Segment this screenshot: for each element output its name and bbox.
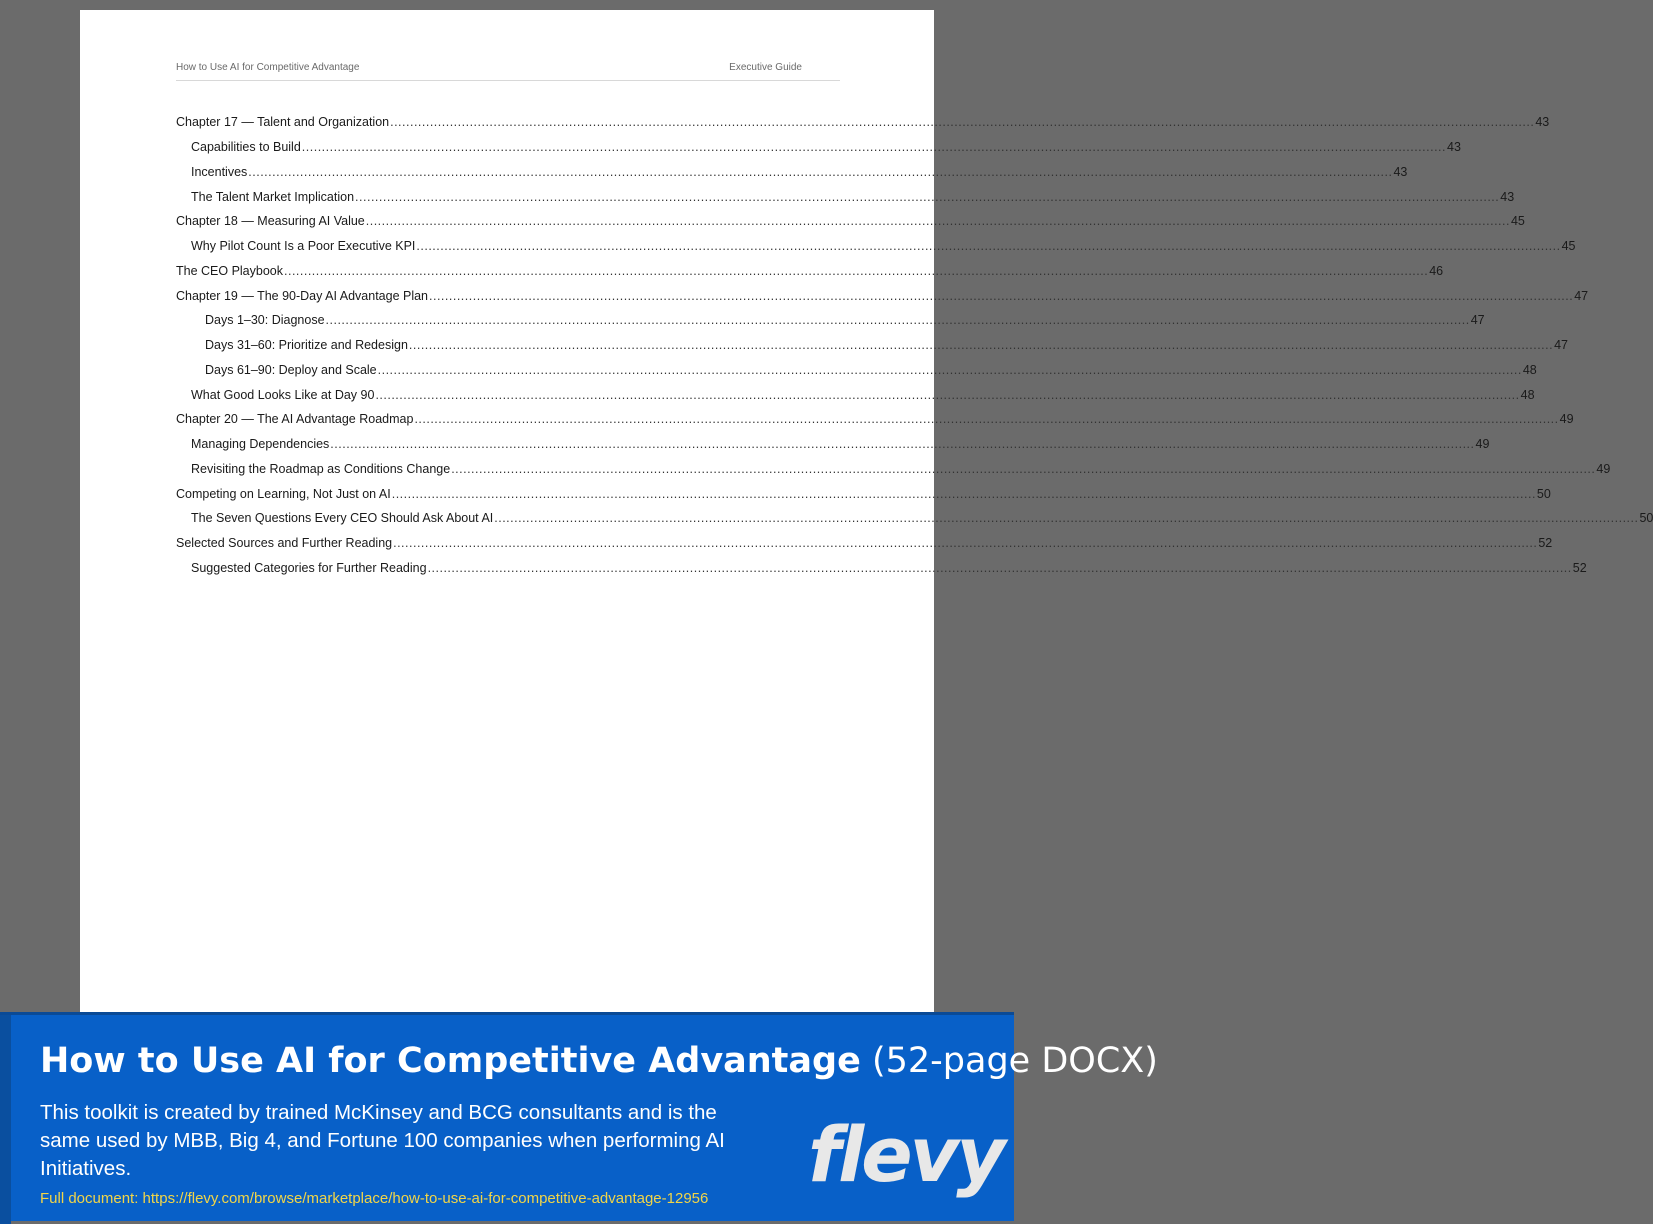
- header-document-title: How to Use AI for Competitive Advantage: [176, 62, 360, 73]
- toc-page-number: 49: [1559, 412, 1574, 427]
- toc-dot-leader: [429, 289, 1573, 303]
- toc-page-number: 46: [1429, 263, 1444, 278]
- toc-dot-leader: [378, 363, 1522, 377]
- banner-description: This toolkit is created by trained McKinsey and BCG consultants and is the same used by MBB, Big 4, and Fortune 100 companies when performing AI Initiatives.: [40, 1101, 725, 1180]
- toc-page-number: 43: [1535, 115, 1550, 130]
- toc-dot-leader: [326, 313, 1470, 327]
- toc-entry[interactable]: [176, 481, 1551, 506]
- toc-entry-title: Suggested Categories for Further Reading: [191, 560, 427, 575]
- toc-entry[interactable]: [176, 432, 1490, 457]
- toc-dot-leader: [366, 214, 1510, 228]
- toc-dot-leader: [494, 511, 1638, 525]
- toc-page-number: 48: [1522, 362, 1537, 377]
- toc-entry[interactable]: [176, 382, 1535, 407]
- toc-entry-title: Days 31–60: Prioritize and Redesign: [205, 338, 408, 353]
- full-document-link[interactable]: Full document: https://flevy.com/browse/marketplace/how-to-use-ai-for-competitive-advantage-12956: [40, 1190, 709, 1207]
- toc-dot-leader: [330, 437, 1474, 451]
- toc-entry-title: Chapter 17 — Talent and Organization: [176, 115, 390, 130]
- toc-page-number: 47: [1574, 288, 1589, 303]
- toc-page-number: 45: [1561, 239, 1576, 254]
- header-guide-label: Executive Guide: [729, 62, 802, 73]
- promo-banner: [0, 1012, 1158, 1221]
- toc-dot-leader: [428, 561, 1572, 575]
- toc-dot-leader: [392, 487, 1536, 501]
- toc-page-number: 47: [1554, 338, 1569, 353]
- toc-page-number: 45: [1510, 214, 1525, 229]
- toc-entry[interactable]: [176, 506, 1653, 531]
- toc-entry[interactable]: [176, 407, 1574, 432]
- toc-entry[interactable]: [176, 358, 1537, 383]
- toc-entry[interactable]: [176, 160, 1408, 185]
- toc-entry-title: Chapter 18 — Measuring AI Value: [176, 214, 365, 229]
- toc-entry[interactable]: [176, 135, 1461, 160]
- toc-entry-title: Competing on Learning, Not Just on AI: [176, 486, 391, 501]
- toc-entry[interactable]: [176, 308, 1485, 333]
- toc-entry-title: The Talent Market Implication: [191, 189, 355, 204]
- toc-dot-leader: [393, 536, 1537, 550]
- toc-entry-title: Days 1–30: Diagnose: [205, 313, 325, 328]
- toc-page-number: 50: [1639, 511, 1653, 526]
- toc-page-number: 49: [1475, 437, 1490, 452]
- flevy-logo[interactable]: flevy: [808, 1110, 1003, 1199]
- toc-page-number: 50: [1536, 486, 1551, 501]
- toc-entry-title: Chapter 19 — The 90-Day AI Advantage Plan: [176, 288, 429, 303]
- toc-dot-leader: [248, 165, 1392, 179]
- toc-dot-leader: [284, 264, 1428, 278]
- toc-entry-title: Days 61–90: Deploy and Scale: [205, 362, 377, 377]
- toc-dot-leader: [302, 140, 1446, 154]
- toc-entry[interactable]: [176, 259, 1444, 284]
- banner-title-format: (52-page DOCX): [871, 1041, 1158, 1081]
- toc-dot-leader: [355, 190, 1499, 204]
- banner-title-main: How to Use AI for Competitive Advantage: [40, 1041, 861, 1081]
- toc-dot-leader: [451, 462, 1595, 476]
- toc-entry[interactable]: [176, 283, 1589, 308]
- toc-page-number: 48: [1520, 387, 1535, 402]
- toc-page-number: 52: [1538, 536, 1553, 551]
- banner-title: [40, 1041, 1158, 1081]
- table-of-contents: [176, 110, 1653, 580]
- toc-entry-title: Selected Sources and Further Reading: [176, 536, 393, 551]
- toc-page-number: 43: [1393, 164, 1408, 179]
- document-page: [80, 10, 1653, 1015]
- banner-accent-stripe: [0, 1015, 11, 1224]
- toc-entry-title: The Seven Questions Every CEO Should Ask About AI: [191, 511, 494, 526]
- toc-dot-leader: [375, 388, 1519, 402]
- toc-page-number: 43: [1447, 140, 1461, 155]
- toc-entry[interactable]: [176, 209, 1525, 234]
- running-header: [176, 60, 840, 81]
- toc-dot-leader: [416, 239, 1560, 253]
- toc-entry[interactable]: [176, 333, 1569, 358]
- toc-page-number: 43: [1500, 189, 1515, 204]
- toc-page-number: 47: [1470, 313, 1485, 328]
- toc-entry[interactable]: [176, 556, 1587, 581]
- toc-entry[interactable]: [176, 234, 1576, 259]
- toc-entry-title: What Good Looks Like at Day 90: [191, 387, 375, 402]
- toc-entry-title: Managing Dependencies: [191, 437, 330, 452]
- toc-page-number: 52: [1572, 560, 1587, 575]
- toc-entry-title: Why Pilot Count Is a Poor Executive KPI: [191, 239, 416, 254]
- toc-dot-leader: [409, 338, 1553, 352]
- toc-entry[interactable]: [176, 184, 1515, 209]
- toc-entry[interactable]: [176, 110, 1550, 135]
- toc-entry-title: Capabilities to Build: [191, 140, 301, 155]
- toc-entry-title: The CEO Playbook: [176, 263, 283, 278]
- toc-entry-title: Chapter 20 — The AI Advantage Roadmap: [176, 412, 414, 427]
- toc-entry-title: Incentives: [191, 164, 248, 179]
- toc-dot-leader: [390, 115, 1534, 129]
- toc-entry-title: Revisiting the Roadmap as Conditions Change: [191, 461, 451, 476]
- toc-dot-leader: [414, 412, 1558, 426]
- toc-entry[interactable]: [176, 531, 1553, 556]
- toc-entry[interactable]: [176, 457, 1611, 482]
- toc-page-number: 49: [1596, 461, 1611, 476]
